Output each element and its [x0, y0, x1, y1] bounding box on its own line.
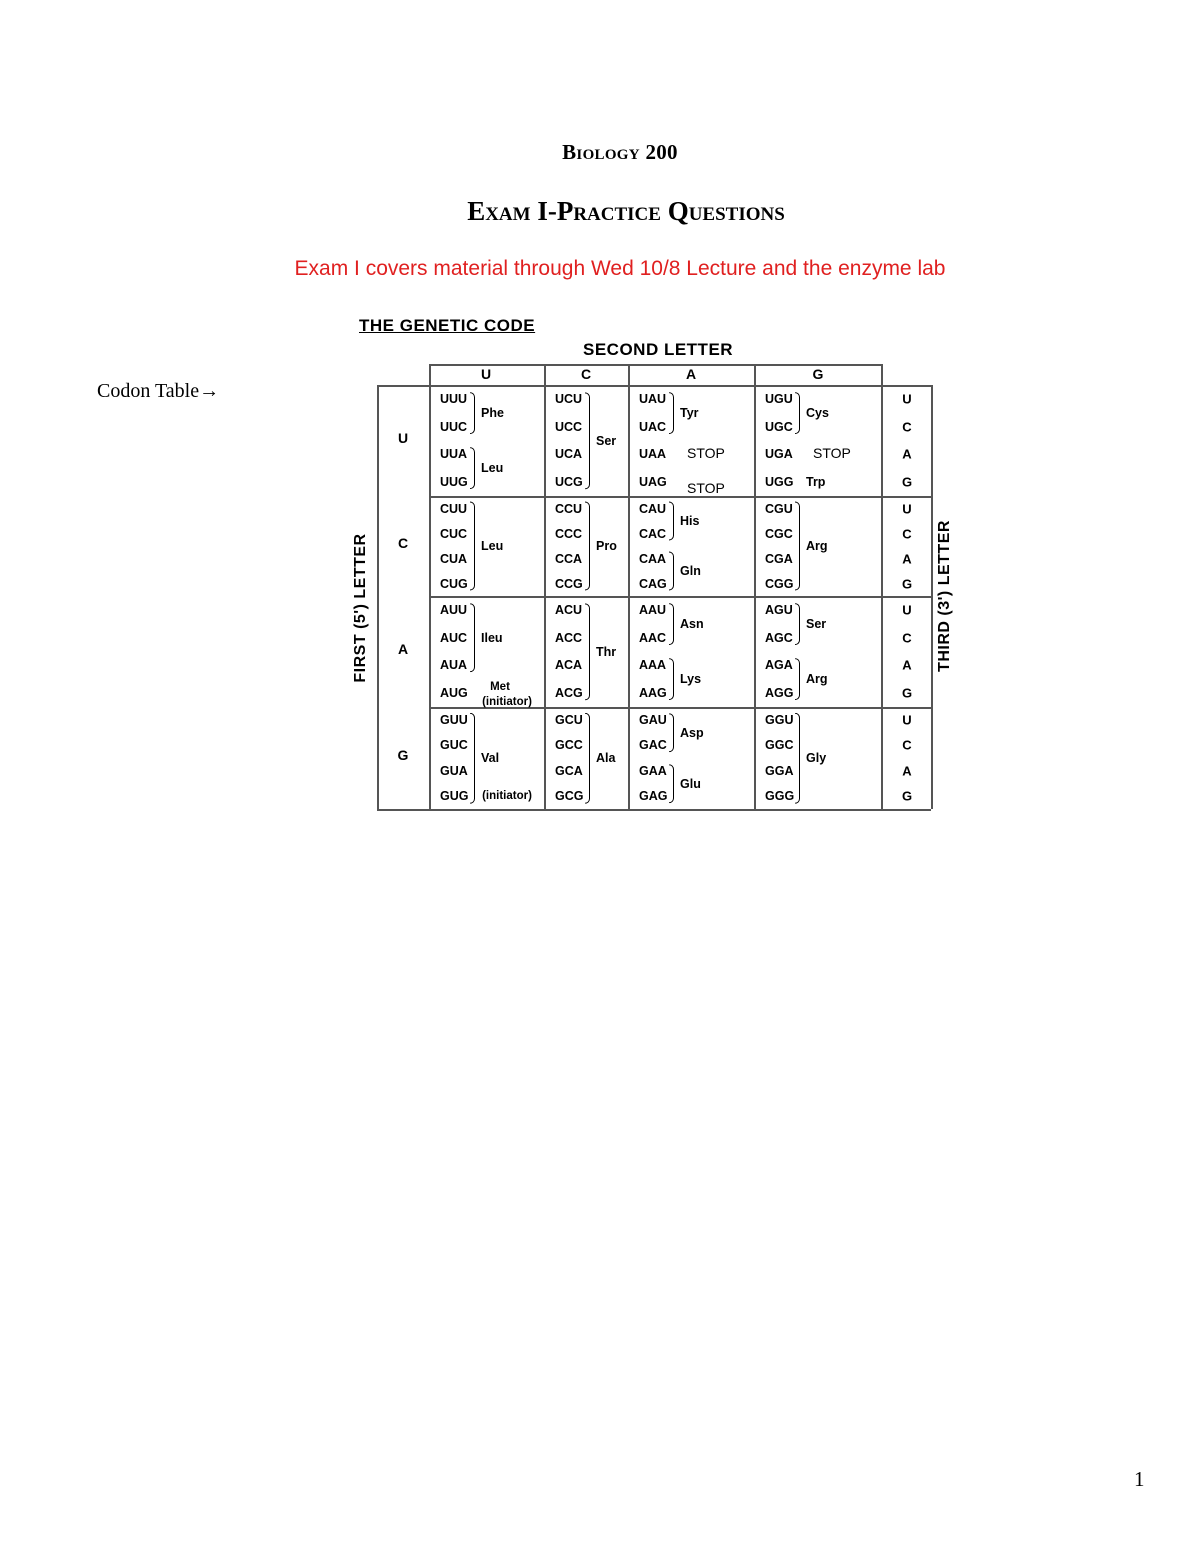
codon-UGA: UGA — [765, 447, 793, 462]
grid-col-divider-0 — [377, 385, 379, 809]
third-letter-C: C — [902, 419, 912, 435]
codon-CUG: CUG — [440, 576, 468, 591]
codon-AUC: AUC — [440, 630, 468, 645]
codon-CCU: CCU — [555, 501, 583, 516]
codon-ACA: ACA — [555, 658, 583, 673]
codon-GGC: GGC — [765, 738, 794, 753]
third-letter-U: U — [902, 391, 912, 407]
codon-UGG: UGG — [765, 475, 794, 490]
amino-acid-ser: Ser — [596, 433, 617, 448]
codon-AAC: AAC — [639, 630, 667, 645]
brace-UUU — [470, 392, 475, 434]
second-letter-C: C — [580, 366, 592, 382]
header-divider-3 — [754, 364, 756, 385]
brace-AUU — [470, 603, 475, 673]
initiator-note: (initiator) — [482, 696, 532, 709]
amino-acid-arg: Arg — [806, 672, 828, 687]
amino-acid-cys: Cys — [806, 405, 829, 420]
grid-col-divider-5 — [881, 385, 883, 809]
amino-acid-tyr: Tyr — [680, 405, 699, 420]
third-letter-G: G — [901, 685, 913, 701]
third-letter-G: G — [901, 576, 913, 591]
codon-GGU: GGU — [765, 712, 794, 727]
first-letter-C: C — [397, 535, 409, 551]
brace-AGU — [795, 603, 800, 645]
codon-AUA: AUA — [440, 658, 468, 673]
grid-col-divider-4 — [754, 385, 756, 809]
amino-acid-asp: Asp — [680, 725, 704, 740]
third-letter-U: U — [902, 501, 912, 516]
grid-row-divider-1 — [429, 496, 931, 498]
brace-UAU — [669, 392, 674, 434]
codon-UAG: UAG — [639, 475, 667, 490]
codon-CCA: CCA — [555, 551, 583, 566]
codon-CGG: CGG — [765, 576, 794, 591]
codon-GUU: GUU — [440, 712, 468, 727]
codon-CCG: CCG — [555, 576, 583, 591]
coverage-note: Exam I covers material through Wed 10/8 Lecture and the enzyme lab — [294, 257, 946, 280]
brace-CAA — [669, 552, 674, 591]
codon-UGC: UGC — [765, 419, 793, 434]
codon-ACG: ACG — [555, 686, 583, 701]
grid-top-line — [377, 385, 931, 387]
codon-GUA: GUA — [440, 763, 468, 778]
brace-GAA — [669, 764, 674, 804]
amino-acid-val: Val — [481, 751, 500, 765]
codon-UAA: UAA — [639, 447, 667, 462]
codon-table-label: Codon Table→ — [97, 380, 220, 402]
grid-col-divider-6 — [931, 385, 933, 809]
header-divider-0 — [429, 364, 431, 385]
grid-row-divider-2 — [429, 596, 931, 598]
brace-CGU — [795, 502, 800, 591]
codon-GAG: GAG — [639, 789, 668, 804]
brace-GCU — [585, 713, 590, 804]
amino-acid-met: Met — [490, 681, 510, 694]
page-number: 1 — [1134, 1467, 1145, 1491]
codon-UCG: UCG — [555, 475, 583, 490]
amino-acid-glu: Glu — [680, 776, 701, 791]
header-divider-4 — [881, 364, 883, 385]
initiator-note: (initiator) — [482, 790, 532, 803]
brace-UCU — [585, 392, 590, 489]
amino-acid-his: His — [680, 514, 700, 528]
brace-UUA — [470, 447, 475, 489]
third-letter-U: U — [902, 602, 912, 618]
codon-GAC: GAC — [639, 738, 667, 753]
grid-col-divider-3 — [628, 385, 630, 809]
second-letter-label: SECOND LETTER — [583, 340, 734, 359]
amino-acid-pro: Pro — [596, 539, 617, 553]
amino-acid-leu: Leu — [481, 461, 504, 476]
codon-UUG: UUG — [440, 475, 468, 490]
brace-ACU — [585, 603, 590, 700]
codon-CUU: CUU — [440, 501, 468, 516]
grid-col-divider-2 — [544, 385, 546, 809]
grid-bottom-line — [377, 809, 931, 811]
codon-CAU: CAU — [639, 501, 667, 516]
codon-UUA: UUA — [440, 447, 468, 462]
codon-AAG: AAG — [639, 686, 667, 701]
codon-UCC: UCC — [555, 419, 583, 434]
first-letter-A: A — [397, 640, 409, 657]
codon-UAU: UAU — [639, 391, 667, 406]
codon-GCC: GCC — [555, 738, 583, 753]
third-letter-C: C — [902, 526, 912, 541]
stop-UAG: STOP — [687, 480, 725, 497]
codon-CUA: CUA — [440, 551, 468, 566]
third-letter-A: A — [902, 551, 912, 566]
brace-CCU — [585, 502, 590, 591]
third-letter-A: A — [902, 446, 912, 462]
codon-GUG: GUG — [440, 789, 469, 804]
codon-CAA: CAA — [639, 551, 667, 566]
codon-CGC: CGC — [765, 526, 793, 541]
brace-AAA — [669, 658, 674, 700]
header-divider-2 — [628, 364, 630, 385]
first-letter-label: FIRST (5') LETTER — [352, 533, 369, 683]
amino-acid-gly: Gly — [806, 751, 827, 765]
third-letter-A: A — [902, 657, 912, 673]
grid-col-divider-1 — [429, 385, 431, 809]
codon-GCG: GCG — [555, 789, 584, 804]
amino-acid-leu: Leu — [481, 539, 504, 553]
brace-CUU — [470, 502, 475, 591]
amino-acid-thr: Thr — [596, 644, 617, 659]
amino-acid-phe: Phe — [481, 405, 504, 420]
genetic-code-title: THE GENETIC CODE — [359, 316, 536, 335]
header-divider-1 — [544, 364, 546, 385]
codon-UAC: UAC — [639, 419, 667, 434]
codon-GCU: GCU — [555, 712, 583, 727]
codon-UUC: UUC — [440, 419, 468, 434]
amino-acid-gln: Gln — [680, 564, 701, 578]
brace-AGA — [795, 658, 800, 700]
amino-acid-trp: Trp — [806, 475, 826, 490]
codon-GAU: GAU — [639, 712, 667, 727]
codon-UCA: UCA — [555, 447, 583, 462]
codon-CCC: CCC — [555, 526, 583, 541]
codon-CAC: CAC — [639, 526, 667, 541]
third-letter-G: G — [901, 474, 913, 490]
codon-AUU: AUU — [440, 602, 468, 617]
codon-UGU: UGU — [765, 391, 793, 406]
third-letter-U: U — [902, 712, 912, 728]
first-letter-G: G — [397, 747, 409, 763]
brace-AAU — [669, 603, 674, 645]
amino-acid-ser: Ser — [806, 616, 827, 631]
codon-AGC: AGC — [765, 630, 793, 645]
stop-UGA: STOP — [813, 445, 851, 462]
codon-CUC: CUC — [440, 526, 468, 541]
codon-AGU: AGU — [765, 602, 793, 617]
brace-GUU — [470, 713, 475, 804]
codon-GCA: GCA — [555, 763, 583, 778]
course-title: Biology 200 — [562, 140, 678, 164]
codon-CGU: CGU — [765, 501, 793, 516]
codon-GGA: GGA — [765, 763, 794, 778]
codon-GUC: GUC — [440, 738, 468, 753]
codon-GAA: GAA — [639, 763, 667, 778]
codon-UCU: UCU — [555, 391, 583, 406]
second-letter-G: G — [812, 366, 824, 382]
brace-CAU — [669, 502, 674, 541]
third-letter-G: G — [901, 788, 913, 804]
brace-UGU — [795, 392, 800, 434]
third-letter-C: C — [902, 737, 912, 753]
codon-AGG: AGG — [765, 686, 794, 701]
second-letter-A: A — [685, 366, 697, 382]
first-letter-U: U — [397, 429, 409, 446]
amino-acid-asn: Asn — [680, 616, 704, 631]
codon-CAG: CAG — [639, 576, 667, 591]
codon-AAU: AAU — [639, 602, 667, 617]
codon-AGA: AGA — [765, 658, 793, 673]
third-letter-A: A — [902, 763, 912, 779]
second-letter-U: U — [480, 366, 492, 382]
third-letter-label: THIRD (3') LETTER — [936, 520, 953, 672]
codon-AAA: AAA — [639, 658, 667, 673]
page-title: Exam I-Practice Questions — [467, 196, 785, 226]
stop-UAA: STOP — [687, 445, 725, 462]
amino-acid-arg: Arg — [806, 539, 828, 553]
brace-GAU — [669, 713, 674, 753]
amino-acid-ileu: Ileu — [481, 630, 503, 645]
brace-GGU — [795, 713, 800, 804]
amino-acid-lys: Lys — [680, 672, 702, 687]
codon-ACU: ACU — [555, 602, 583, 617]
codon-AUG: AUG — [440, 686, 468, 701]
amino-acid-ala: Ala — [596, 751, 616, 765]
codon-GGG: GGG — [765, 789, 795, 804]
codon-CGA: CGA — [765, 551, 793, 566]
third-letter-C: C — [902, 630, 912, 646]
codon-ACC: ACC — [555, 630, 583, 645]
codon-UUU: UUU — [440, 391, 468, 406]
